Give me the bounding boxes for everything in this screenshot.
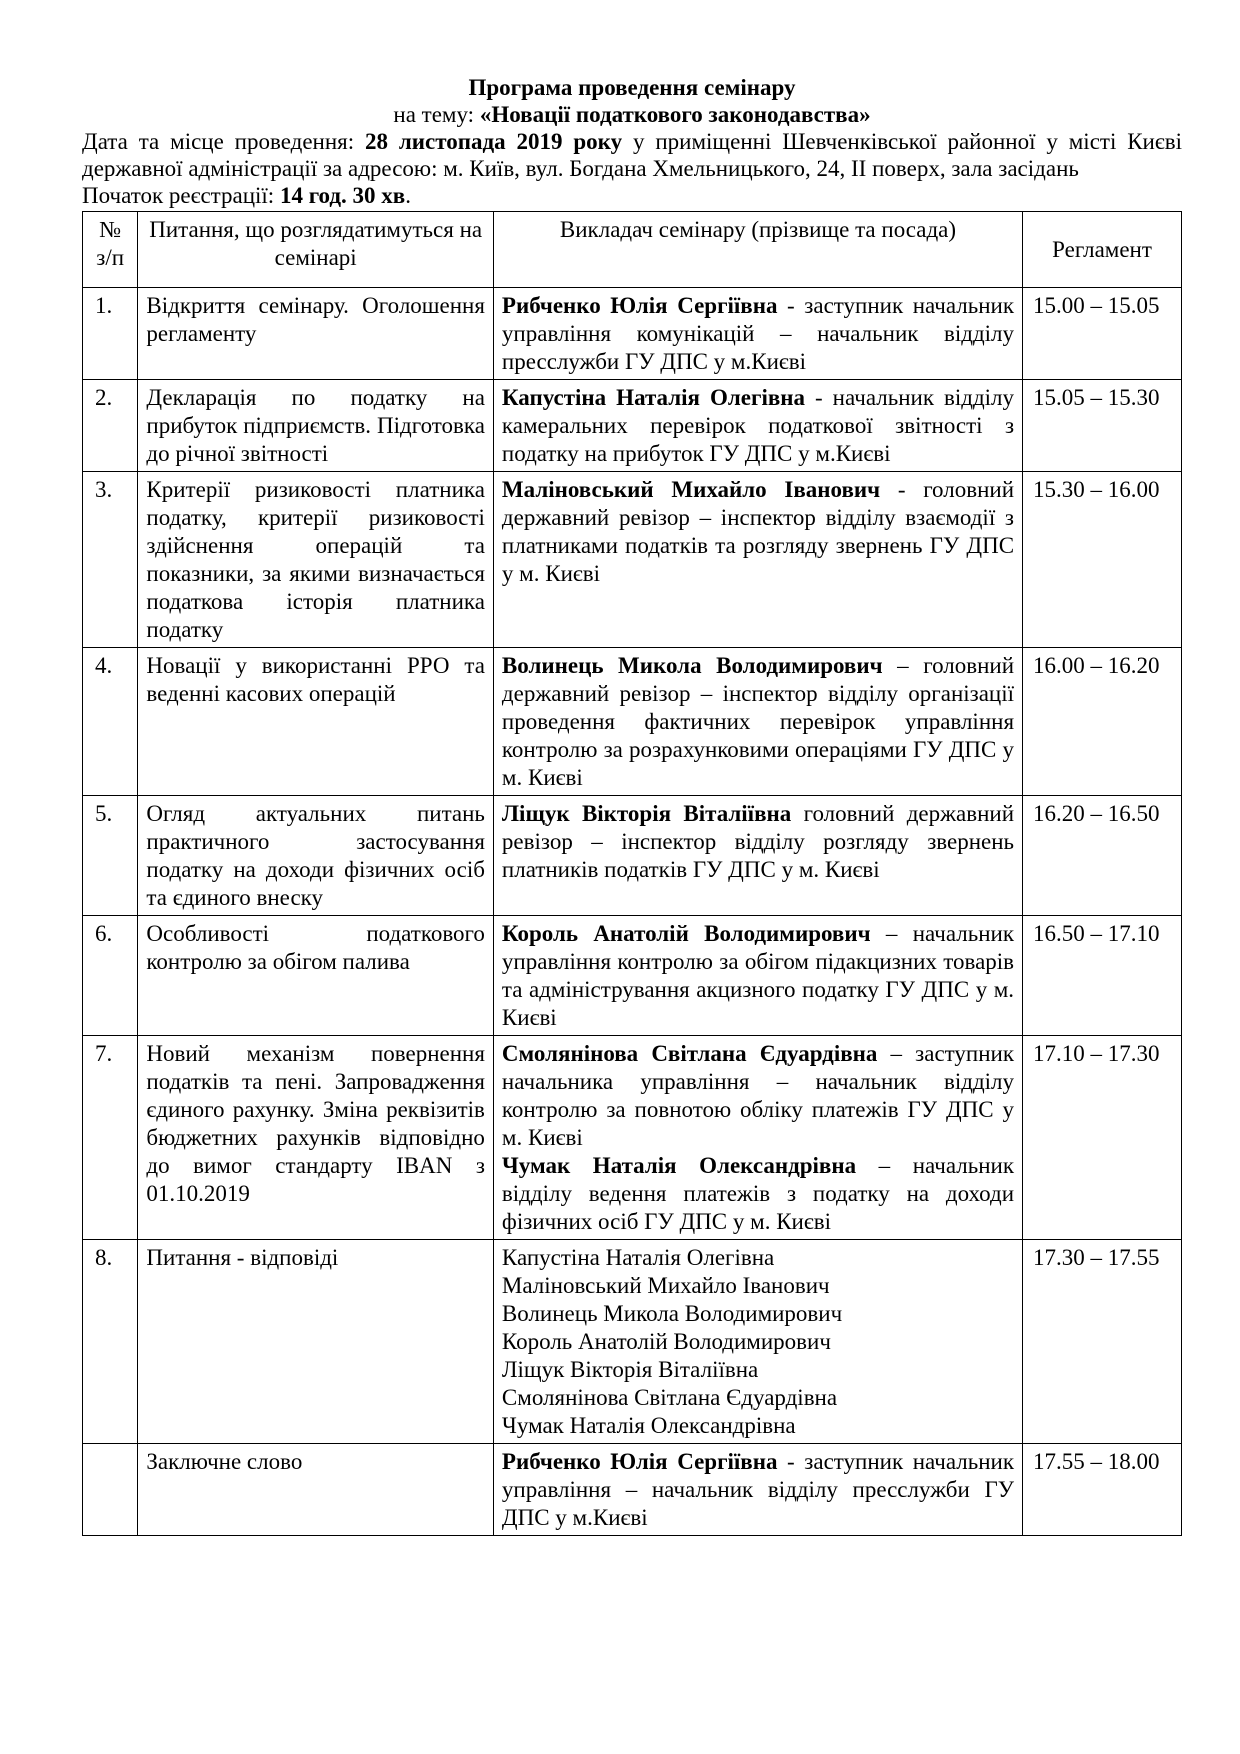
qa-lecturer-name: Ліщук Вікторія Віталіївна <box>501 1357 759 1382</box>
row-topic: Декларація по податку на прибуток підприємств. Підготовка до річної звітності <box>138 380 494 472</box>
row-number: 1. <box>83 288 138 380</box>
row-number: 2. <box>83 380 138 472</box>
header-time: Регламент <box>1023 212 1182 288</box>
row-lecturer <box>493 288 1022 380</box>
lecturer-name: Волинець Микола Володимирович <box>501 653 883 678</box>
row-number: 4. <box>83 648 138 796</box>
lecturer-entry <box>502 1040 1014 1152</box>
registration-label: Початок реєстрації: <box>82 183 280 208</box>
lecturer-name: Смолянінова Світлана Єдуардівна <box>501 1041 878 1066</box>
row-lecturer <box>493 472 1022 648</box>
row-lecturer <box>493 1444 1022 1536</box>
row-time: 15.05 – 15.30 <box>1023 380 1182 472</box>
qa-row <box>83 1240 1182 1444</box>
document-page <box>82 74 1182 1536</box>
qa-lecturer-name: Смолянінова Світлана Єдуардівна <box>501 1385 838 1410</box>
row-lecturer <box>493 380 1022 472</box>
header-lecturer: Викладач семінару (прізвище та посада) <box>493 212 1022 288</box>
qa-lecturers <box>493 1240 1022 1444</box>
lecturer-entry <box>502 800 1014 884</box>
header-topic: Питання, що розглядатимуться на семінарі <box>138 212 494 288</box>
lecturer-position: – начальник відділу ведення платежів з податку на доходи фізичних осіб ГУ ДПС у м. Києві <box>501 1153 1015 1234</box>
subtitle-prefix: на тему: <box>393 102 480 127</box>
lecturer-entry <box>502 476 1014 588</box>
document-title: Програма проведення семінару <box>468 75 796 100</box>
qa-lecturer-name: Король Анатолій Володимирович <box>501 1329 831 1354</box>
registration-time: 14 год. 30 хв <box>279 183 406 208</box>
table-row <box>83 1036 1182 1240</box>
row-topic: Відкриття семінару. Оголошення регламенту <box>138 288 494 380</box>
lecturer-position: - заступник начальник управління комунікацій – начальник відділу пресслужби ГУ ДПС у м.Києві <box>501 293 1015 374</box>
qa-lecturer-name: Чумак Наталія Олександрівна <box>501 1413 796 1438</box>
lecturer-name: Король Анатолій Володимирович <box>501 921 871 946</box>
lecturer-name: Рибченко Юлія Сергіївна <box>501 1449 778 1474</box>
row-lecturer <box>493 916 1022 1036</box>
row-lecturer <box>493 648 1022 796</box>
row-topic: Особливості податкового контролю за обігом палива <box>138 916 494 1036</box>
seminar-place: у приміщенні Шевченківської районної у місті Києві державної адміністрації за адресою: м. Київ, вул. Богдана Хмельницького, 24, ІІ поверх, зала засідань <box>82 129 1182 181</box>
row-time: 16.20 – 16.50 <box>1023 796 1182 916</box>
row-number: 8. <box>83 1240 138 1444</box>
qa-lecturer-name: Капустіна Наталія Олегівна <box>501 1245 775 1270</box>
lecturer-entry <box>502 1152 1014 1236</box>
row-lecturer <box>493 796 1022 916</box>
lecturer-position: - заступник начальник управління – начальник відділу пресслужби ГУ ДПС у м.Києві <box>501 1449 1015 1530</box>
qa-lecturer-name: Волинець Микола Володимирович <box>501 1301 843 1326</box>
lecturer-position: - начальник відділу камеральних перевірок податкової звітності з податку на прибуток ГУ ДПС у м.Києві <box>501 385 1015 466</box>
seminar-topic: «Новації податкового законодавства» <box>479 102 871 127</box>
row-number <box>83 1444 138 1536</box>
row-lecturer <box>493 1036 1022 1240</box>
table-header-row <box>83 212 1182 288</box>
row-time: 16.00 – 16.20 <box>1023 648 1182 796</box>
closing-row <box>83 1444 1182 1536</box>
lecturer-position: – начальник управління контролю за обігом підакцизних товарів та адміністрування акцизного податку ГУ ДПС у м. Києві <box>501 921 1015 1030</box>
qa-lecturer-name: Маліновський Михайло Іванович <box>501 1273 830 1298</box>
table-row <box>83 380 1182 472</box>
header-num: № з/п <box>83 212 138 288</box>
lecturer-position: головний державний ревізор – інспектор відділу розгляду звернень платників податків ГУ ДПС у м. Києві <box>501 801 1015 882</box>
registration-line <box>82 182 1182 209</box>
row-topic: Новий механізм повернення податків та пені. Запровадження єдиного рахунку. Зміна реквізитів бюджетних рахунків відповідно до вимог стандарту IBAN з 01.10.2019 <box>138 1036 494 1240</box>
lecturer-entry <box>502 920 1014 1032</box>
row-number: 7. <box>83 1036 138 1240</box>
table-row <box>83 796 1182 916</box>
registration-suffix: . <box>405 183 411 208</box>
row-time: 16.50 – 17.10 <box>1023 916 1182 1036</box>
row-number: 3. <box>83 472 138 648</box>
program-table <box>82 211 1182 1536</box>
lecturer-position: - головний державний ревізор – інспектор відділу взаємодії з платниками податків та розгляду звернень ГУ ДПС у м. Києві <box>501 477 1015 586</box>
lecturer-entry <box>502 384 1014 468</box>
row-time: 17.30 – 17.55 <box>1023 1240 1182 1444</box>
date-place-line <box>82 128 1182 182</box>
table-row <box>83 472 1182 648</box>
row-topic: Заключне слово <box>138 1444 494 1536</box>
row-time: 15.30 – 16.00 <box>1023 472 1182 648</box>
row-time: 17.10 – 17.30 <box>1023 1036 1182 1240</box>
lecturer-name: Капустіна Наталія Олегівна <box>501 385 806 410</box>
row-number: 5. <box>83 796 138 916</box>
row-number: 6. <box>83 916 138 1036</box>
table-row <box>83 288 1182 380</box>
lecturer-entry <box>502 292 1014 376</box>
row-topic: Новації у використанні РРО та веденні касових операцій <box>138 648 494 796</box>
row-topic: Огляд актуальних питань практичного застосування податку на доходи фізичних осіб та єдиного внеску <box>138 796 494 916</box>
table-row <box>83 648 1182 796</box>
row-time: 17.55 – 18.00 <box>1023 1444 1182 1536</box>
row-time: 15.00 – 15.05 <box>1023 288 1182 380</box>
lecturer-name: Рибченко Юлія Сергіївна <box>501 293 778 318</box>
table-row <box>83 916 1182 1036</box>
date-label: Дата та місце проведення: <box>82 129 365 154</box>
row-topic: Питання - відповіді <box>138 1240 494 1444</box>
lecturer-name: Чумак Наталія Олександрівна <box>501 1153 857 1178</box>
program-table-body <box>83 288 1182 1536</box>
lecturer-entry <box>502 652 1014 792</box>
seminar-date: 28 листопада 2019 року <box>365 129 623 154</box>
lecturer-name: Ліщук Вікторія Віталіївна <box>501 801 792 826</box>
lecturer-position: – головний державний ревізор – інспектор відділу організації проведення фактичних перевірок управління контролю за розрахунковими операціями ГУ ДПС у м. Києві <box>501 653 1015 790</box>
lecturer-position: – заступник начальника управління – начальник відділу контролю за повнотою обліку платежів ГУ ДПС у м. Києві <box>501 1041 1015 1150</box>
lecturer-name: Маліновський Михайло Іванович <box>501 477 881 502</box>
document-subtitle <box>82 101 1182 128</box>
row-topic: Критерії ризиковості платника податку, критерії ризиковості здійснення операцій та показники, за якими визначається податкова історія платника податку <box>138 472 494 648</box>
